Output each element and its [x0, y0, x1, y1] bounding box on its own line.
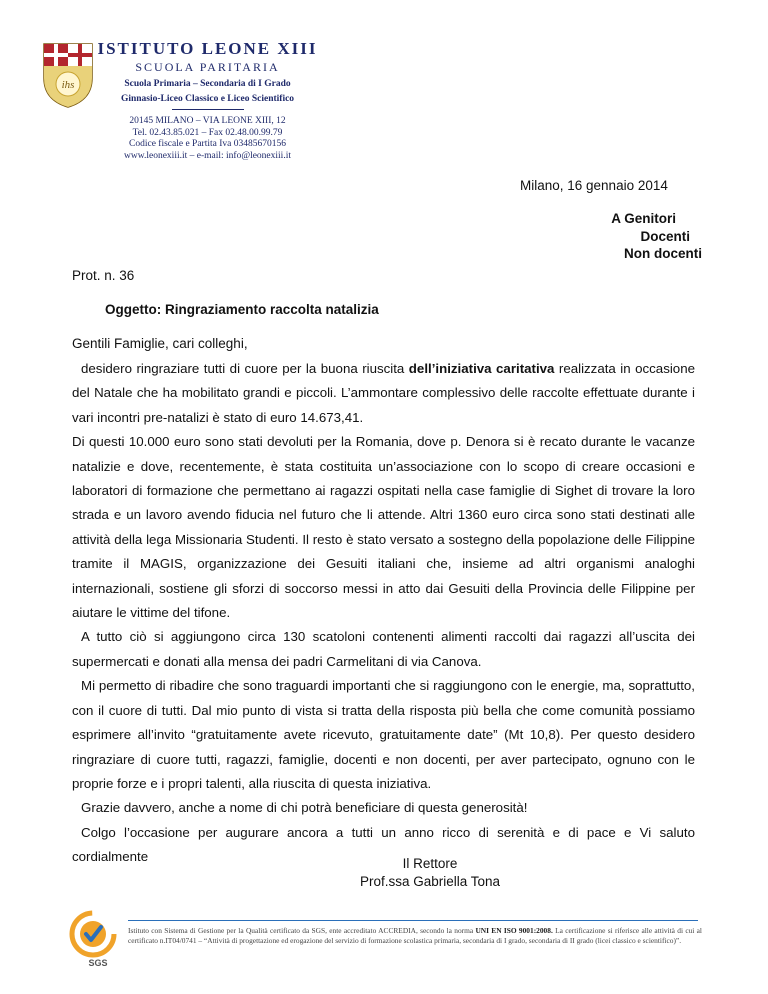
- signature-block: [340, 855, 520, 890]
- recipients-block: [611, 210, 702, 263]
- greeting: Gentili Famiglie, cari colleghi,: [72, 336, 248, 351]
- phone-fax: Tel. 02.43.85.021 – Fax 02.48.00.99.79: [132, 127, 283, 138]
- paragraph-2: Di questi 10.000 euro sono stati devoluti per la Romania, dove p. Denora si è recato durante le vacanze natalizie e dove, recentemente, è stata costituita un’associazione con lo scopo di creare occasioni e laboratori di formazione che permettano ai ragazzi ospitati nella case famiglie di Sighet di trovare la loro strada e un lavoro avendo fiducia nel futuro che li attende. Altri 1360 euro circa sono stati destinati alle attività della lega Missionaria Studenti. Il resto è stato versato a sostegno della popolazione delle Filippine tramite il MAGIS, organizzazione dei Gesuiti italiani che, insieme ad altri organismi analoghi internazionali, sostiene gli sforzi di soccorso messi in atto dai Gesuiti della Provincia delle Filippine per aiutare le vittime del tifone.: [72, 434, 695, 621]
- school-levels-2: Ginnasio-Liceo Classico e Liceo Scientifico: [120, 94, 295, 104]
- recipient-teachers: Docenti: [640, 228, 690, 244]
- address: 20145 MILANO – VIA LEONE XIII, 12: [129, 116, 286, 126]
- paragraph-1-end: realizzata in occasione del Natale che ha mobilitato grandi e piccoli. L’ammontare complessivo delle raccolte effettuate durante i vari incontri pre-natalizi è stato di euro 14.673,41.: [72, 361, 695, 425]
- recipient-parents: A Genitori: [611, 211, 676, 226]
- signer-title: Il Rettore: [402, 856, 458, 871]
- paragraph-1-emphasis: dell’iniziativa caritativa: [408, 361, 555, 376]
- footer-divider: [128, 920, 698, 921]
- protocol-number: Prot. n. 36: [72, 268, 135, 283]
- paragraph-3: A tutto ciò si aggiungono circa 130 scatoloni contenenti alimenti raccolti dai ragazzi all’uscita dei supermercati e donati alla mensa dei padri Carmelitani di via Canova.: [72, 629, 695, 669]
- paragraph-5: Grazie davvero, anche a nome di chi potrà beneficiare di questa generosità!: [81, 800, 528, 816]
- certification-note: [128, 926, 702, 945]
- web-email: www.leonexiii.it – e-mail: info@leonexiii.it: [124, 150, 291, 161]
- letter-date: Milano, 16 gennaio 2014: [520, 178, 668, 193]
- certification-note-start: Istituto con Sistema di Gestione per la Qualità certificato da SGS, ente accreditato ACCREDIA, secondo la norma: [128, 926, 476, 935]
- letterhead: [90, 40, 325, 162]
- crest-monogram: ihs: [61, 79, 75, 91]
- sgs-certification-logo: [68, 910, 118, 970]
- institute-subtitle: SCUOLA PARITARIA: [135, 60, 280, 74]
- certification-norm: UNI EN ISO 9001:2008.: [475, 926, 553, 935]
- paragraph-1: [72, 357, 695, 430]
- certification-note-end: La certificazione si riferisce alle attività di cui al certificato n.IT04/0741 – “Attività di progettazione ed erogazione del servizio di formazione scolastica primaria, secondaria di I grado, secondaria di II grado (licei classico e scientifico)”.: [128, 926, 702, 945]
- school-levels-1: Scuola Primaria – Secondaria di I Grado: [124, 79, 291, 89]
- fiscal-code: Codice fiscale e Partita Iva 03485670156: [129, 139, 286, 149]
- paragraph-4: Mi permetto di ribadire che sono traguardi importanti che si raggiungono con le energie, ma, soprattutto, con il cuore di tutti. Dal mio punto di vista si tratta della risposta più bella che come comunità possiamo esprimere all’invito “gratuitamente avete ricevuto, gratuitamente date” (Mt 10,8). Per questo desidero ringraziare di cuore tutti, ragazzi, famiglie, docenti e non docenti, per aver partecipato, ognuno con le proprie forze e i propri talenti, alla riuscita di questa iniziativa.: [72, 678, 695, 791]
- institute-name: ISTITUTO LEONE XIII: [97, 39, 318, 58]
- letterhead-divider: [172, 109, 244, 110]
- paragraph-1-start: desidero ringraziare tutti di cuore per la buona riuscita: [81, 361, 409, 376]
- recipient-staff: Non docenti: [624, 246, 702, 261]
- letter-subject: Oggetto: Ringraziamento raccolta natalizia: [105, 302, 379, 317]
- paragraph-6: Colgo l’occasione per augurare ancora a tutti un anno ricco di serenità e di pace e Vi saluto cordialmente: [72, 824, 695, 865]
- signer-name: Prof.ssa Gabriella Tona: [359, 873, 501, 889]
- sgs-label: SGS: [88, 958, 108, 968]
- letter-body: [72, 357, 695, 870]
- school-crest-logo: [40, 40, 96, 110]
